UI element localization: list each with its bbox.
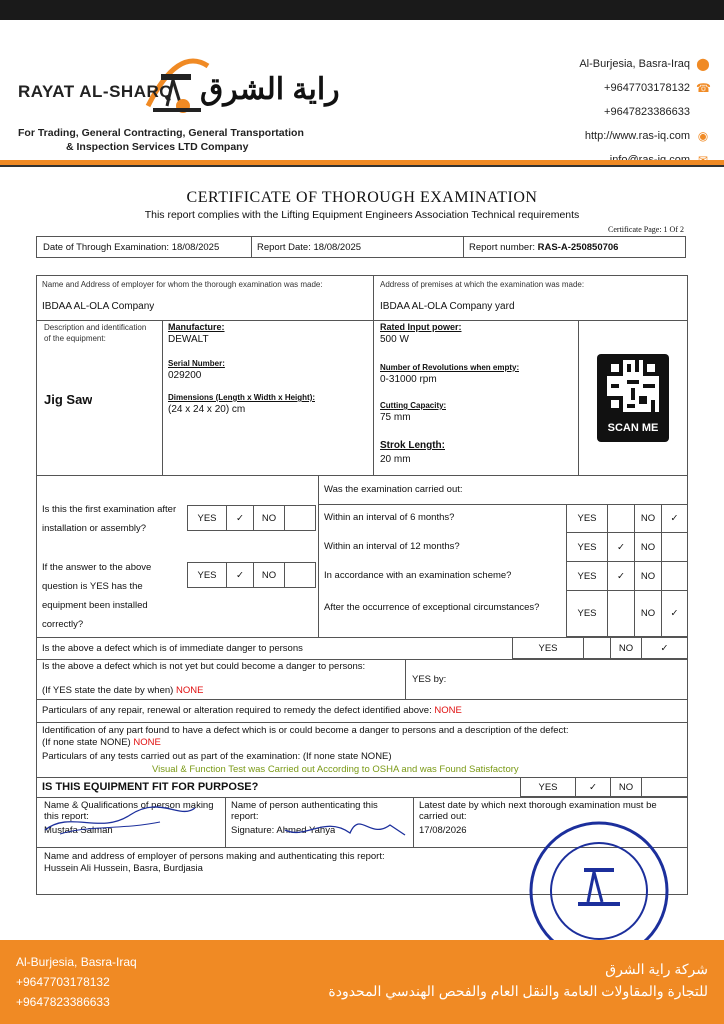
revolutions-label: Number of Revolutions when empty: <box>380 363 520 372</box>
footer-phone-1: +9647703178132 <box>16 975 110 989</box>
installed-question: If the answer to the above question is YES has the equipment been installed correctly? <box>42 562 152 630</box>
carried-scheme-yes-check[interactable]: ✓ <box>607 561 635 591</box>
defect-future-none: NONE <box>175 685 204 696</box>
first-exam-no-label: NO <box>253 505 285 531</box>
premises-value: IBDAA AL-OLA Company yard <box>380 301 515 312</box>
serial-value: 029200 <box>168 370 202 381</box>
contact-block <box>579 52 710 172</box>
header-divider-dark <box>0 165 724 167</box>
carried-12-no-label: NO <box>634 532 662 562</box>
tagline <box>18 126 304 154</box>
fit-for-purpose-question: IS THIS EQUIPMENT FIT FOR PURPOSE? <box>42 781 259 793</box>
repair-label: Particulars of any repair, renewal or alteration required to remedy the defect identified above: <box>42 705 432 716</box>
employer-persons-value: Hussein Ali Hussein, Basra, Burdjasia <box>44 863 203 874</box>
footer-arabic-name: شركة راية الشرق <box>605 961 708 977</box>
installed-yes-check[interactable]: ✓ <box>226 562 254 588</box>
next-exam-label: Latest date by which next thorough examination must be carried out: <box>419 800 657 822</box>
contact-phone-2: +9647823386633 <box>604 106 690 118</box>
carried-exceptional-yes-label: YES <box>566 590 608 637</box>
carried-scheme-no-check[interactable] <box>661 561 688 591</box>
carried-12-yes-label: YES <box>566 532 608 562</box>
tests-label: Particulars of any tests carried out as part of the examination: (If none state NONE) <box>42 751 392 762</box>
certificate-subtitle: This report complies with the Lifting Equipment Engineers Association Technical requirements <box>144 209 580 221</box>
report-date-label: Report Date: <box>257 242 311 253</box>
equipment-name: Jig Saw <box>44 392 93 407</box>
employer-value: IBDAA AL-OLA Company <box>42 301 155 312</box>
revolutions-value: 0-31000 rpm <box>380 374 437 385</box>
carried-6-yes-label: YES <box>566 504 608 533</box>
date-row <box>36 236 686 258</box>
installed-yes-label: YES <box>187 562 227 588</box>
tests-value: Visual & Function Test was Carried out According to OSHA and was Found Satisfactory <box>152 764 519 775</box>
carried-6-no-label: NO <box>634 504 662 533</box>
cutting-value: 75 mm <box>380 412 411 423</box>
manufacture-value: DEWALT <box>168 334 209 345</box>
carried-12-no-check[interactable] <box>661 532 688 562</box>
letterhead <box>0 20 724 160</box>
identification-value: NONE <box>133 737 161 748</box>
report-number: RAS-A-250850706 <box>537 242 619 253</box>
carried-6-yes-check[interactable] <box>607 504 635 533</box>
authenticating-label: Name of person authenticating this report: <box>231 800 378 822</box>
carried-exceptional-yes-check[interactable] <box>607 590 635 637</box>
cutting-label: Cutting Capacity: <box>380 401 447 410</box>
carried-exceptional-no-check[interactable]: ✓ <box>661 590 688 637</box>
tagline-line2: & Inspection Services LTD Company <box>66 141 249 153</box>
location-pin-icon: ⬤ <box>696 57 710 71</box>
contact-website[interactable]: http://www.ras-iq.com <box>584 130 690 142</box>
next-exam-value: 17/08/2026 <box>419 825 467 836</box>
footer-phone-2: +9647823386633 <box>16 995 110 1009</box>
carried-6-months: Within an interval of 6 months? <box>324 512 455 523</box>
carried-scheme-yes-label: YES <box>566 561 608 591</box>
premises-label: Address of premises at which the examination was made: <box>380 280 585 289</box>
exam-date: 18/08/2025 <box>171 242 220 253</box>
defect-immediate-no-check[interactable]: ✓ <box>641 637 688 659</box>
serial-label: Serial Number: <box>168 359 225 368</box>
certificate-page: Certificate Page: 1 Of 2 <box>608 225 684 234</box>
carried-out-title: Was the examination carried out: <box>324 484 463 495</box>
company-name-latin: RAYAT AL-SHARQ <box>18 82 173 101</box>
scan-me-label: SCAN ME <box>607 422 659 434</box>
report-number-label: Report number: <box>469 242 536 253</box>
qr-pattern-icon <box>607 360 659 412</box>
first-exam-question: Is this the first examination after installation or assembly? <box>42 504 177 534</box>
installed-no-check[interactable] <box>284 562 316 588</box>
identification-label: Identification of any part found to have a defect which is or could become a danger to persons and a description of the defect: <box>42 725 569 736</box>
globe-icon: ◉ <box>697 129 709 143</box>
contact-address: Al-Burjesia, Basra-Iraq <box>579 58 690 70</box>
qualifications-value: Mustafa Salman <box>44 825 113 836</box>
stroke-value: 20 mm <box>380 454 411 465</box>
employer-label: Name and Address of employer for whom the thorough examination was made: <box>42 280 323 289</box>
carried-exceptional-no-label: NO <box>634 590 662 637</box>
footer-arabic-desc: للتجارة والمقاولات العامة والنقل العام والفحص الهندسي المحدودة <box>328 983 708 999</box>
yes-by-label: YES by: <box>412 674 447 685</box>
installed-no-label: NO <box>253 562 285 588</box>
defect-future-note: (If YES state the date by when) <box>42 685 174 696</box>
power-value: 500 W <box>380 334 409 345</box>
company-name-arabic: راية الشرق <box>200 73 340 106</box>
authenticating-value: Signature: Ahmed Yahya <box>231 825 336 836</box>
signature-mustafa <box>40 800 200 840</box>
fit-yes-label: YES <box>520 777 576 797</box>
defect-future-question: Is the above a defect which is not yet but could become a danger to persons: <box>42 661 366 672</box>
tagline-line1: For Trading, General Contracting, General Transportation <box>18 127 304 139</box>
carried-6-no-check[interactable]: ✓ <box>661 504 688 533</box>
footer-arabic <box>328 958 708 1002</box>
contact-phone-1: +9647703178132 <box>604 82 690 94</box>
fit-no-check[interactable] <box>641 777 688 797</box>
first-exam-yes-check[interactable]: ✓ <box>226 505 254 531</box>
carried-exceptional: After the occurrence of exceptional circumstances? <box>324 602 540 613</box>
carried-12-yes-check[interactable]: ✓ <box>607 532 635 562</box>
phone-icon: ☎ <box>696 81 711 95</box>
first-exam-no-check[interactable] <box>284 505 316 531</box>
carried-scheme: In accordance with an examination scheme? <box>324 570 512 581</box>
dimensions-label: Dimensions (Length x Width x Height): <box>168 393 316 402</box>
carried-12-months: Within an interval of 12 months? <box>324 541 460 552</box>
signature-ahmed <box>280 805 410 845</box>
repair-value: NONE <box>434 705 462 716</box>
defect-immediate-yes-check[interactable] <box>583 637 611 659</box>
equipment-desc-label: Description and identification of the equipment: <box>44 323 147 343</box>
qualifications-label: Name & Qualifications of person making this report: <box>44 800 214 822</box>
footer-contact <box>16 952 137 1012</box>
defect-immediate-no-label: NO <box>610 637 642 659</box>
defect-immediate-yes-label: YES <box>512 637 584 659</box>
footer <box>0 940 724 1024</box>
qr-code[interactable] <box>597 354 669 442</box>
stroke-label: Strok Length: <box>380 440 445 451</box>
dimensions-value: (24 x 24 x 20) cm <box>168 404 246 415</box>
manufacture-label: Manufacture: <box>168 322 225 332</box>
carried-scheme-no-label: NO <box>634 561 662 591</box>
defect-immediate-question: Is the above a defect which is of immediate danger to persons <box>42 643 303 654</box>
top-bar <box>0 0 724 20</box>
exam-date-label: Date of Through Examination: <box>43 242 170 253</box>
power-label: Rated Input power: <box>380 322 462 332</box>
identification-note: (If none state NONE) <box>42 737 131 748</box>
employer-persons-label: Name and address of employer of persons making and authenticating this report: <box>44 851 385 862</box>
report-date: 18/08/2025 <box>313 242 362 253</box>
fit-yes-check[interactable]: ✓ <box>575 777 611 797</box>
footer-address: Al-Burjesia, Basra-Iraq <box>16 955 137 969</box>
certificate-title: CERTIFICATE OF THOROUGH EXAMINATION <box>186 189 538 206</box>
fit-no-label: NO <box>610 777 642 797</box>
first-exam-yes-label: YES <box>187 505 227 531</box>
